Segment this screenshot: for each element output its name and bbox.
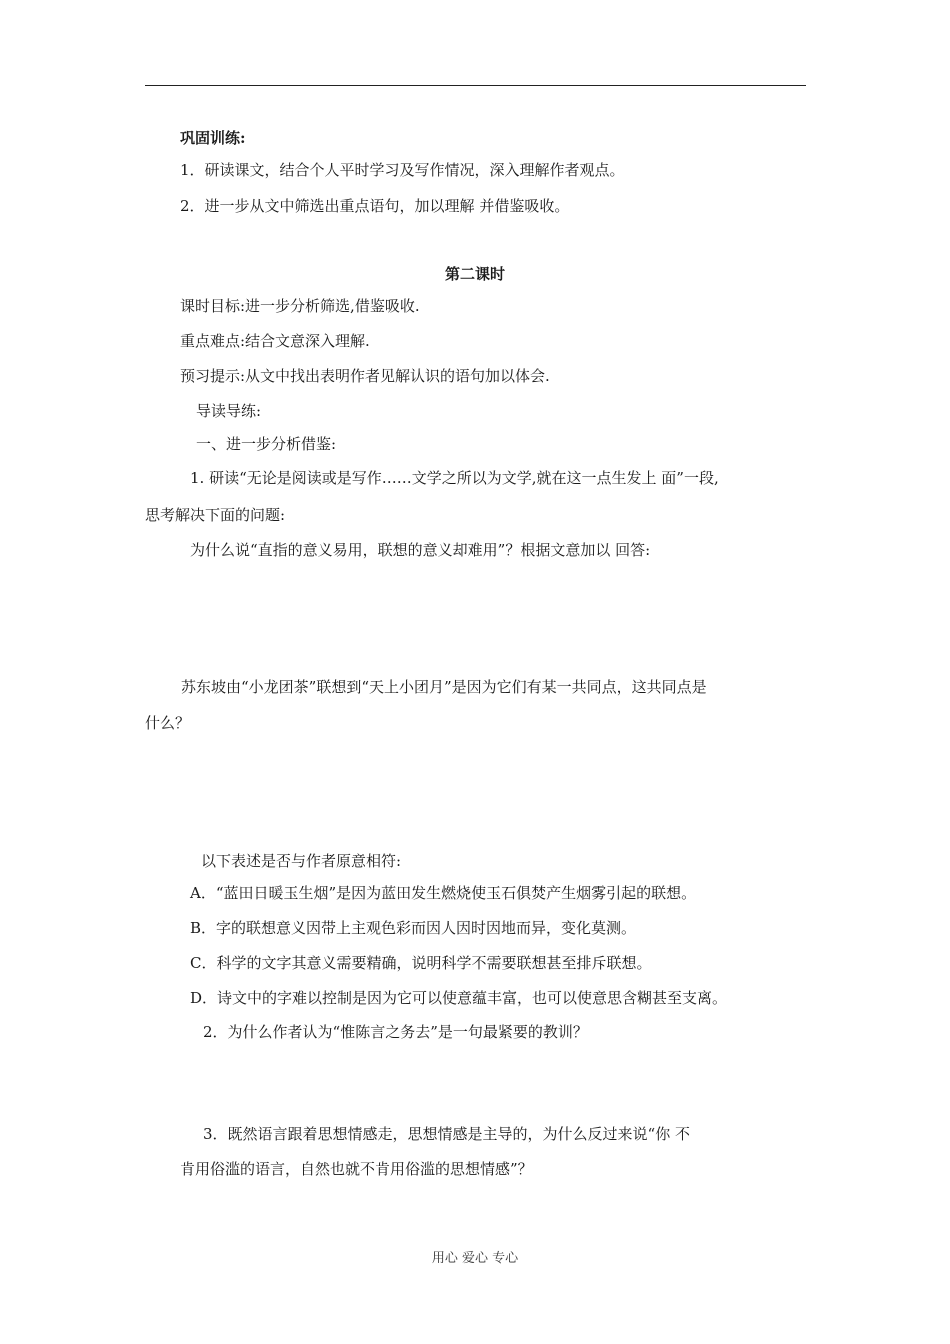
consolidation-item-1: 1．研读课文，结合个人平时学习及写作情况，深入理解作者观点。 xyxy=(180,161,625,179)
option-d: D．诗文中的字难以控制是因为它可以使意蕴丰富，也可以使意思含糊甚至支离。 xyxy=(190,989,728,1007)
lesson-preview: 预习提示:从文中找出表明作者见解认识的语句加以体会. xyxy=(180,367,550,385)
question-1-sub-3: 以下表述是否与作者原意相符: xyxy=(201,852,402,870)
question-3-line-2: 肯用俗滥的语言，自然也就不肯用俗滥的思想情感”？ xyxy=(180,1160,533,1178)
section-1-heading: 一、进一步分析借鉴: xyxy=(196,435,337,453)
option-b: B．字的联想意义因带上主观色彩而因人因时因地而异，变化莫测。 xyxy=(190,919,637,937)
option-a: A．“蓝田日暖玉生烟”是因为蓝田发生燃烧使玉石俱焚产生烟雾引起的联想。 xyxy=(190,884,697,902)
lesson-key-points: 重点难点:结合文意深入理解. xyxy=(180,332,370,350)
guide-heading: 导读导练: xyxy=(196,402,262,420)
consolidation-heading: 巩固训练: xyxy=(180,129,246,147)
page-footer: 用心 爱心 专心 xyxy=(431,1251,519,1266)
question-1-line-2: 思考解决下面的问题: xyxy=(145,506,286,524)
question-2: 2．为什么作者认为“惟陈言之务去”是一句最紧要的教训？ xyxy=(203,1023,588,1041)
question-1-sub-1: 为什么说“直指的意义易用，联想的意义却难用”？根据文意加以 回答: xyxy=(190,541,651,559)
lesson-goal: 课时目标:进一步分析筛选,借鉴吸收. xyxy=(180,297,420,315)
question-1-sub-2-line-1: 苏东坡由“小龙团茶”联想到“天上小团月”是因为它们有某一共同点，这共同点是 xyxy=(181,678,707,696)
lesson-title: 第二课时 xyxy=(444,265,505,283)
question-1-line-1: 1. 研读“无论是阅读或是写作……文学之所以为文学,就在这一点生发上 面”一段, xyxy=(190,469,719,487)
consolidation-item-2: 2．进一步从文中筛选出重点语句，加以理解 并借鉴吸收。 xyxy=(180,197,570,215)
header-rule xyxy=(145,85,806,86)
question-3-line-1: 3．既然语言跟着思想情感走，思想情感是主导的，为什么反过来说“你 不 xyxy=(203,1125,690,1143)
question-1-sub-2-line-2: 什么？ xyxy=(145,714,191,732)
option-c: C．科学的文字其意义需要精确，说明科学不需要联想甚至排斥联想。 xyxy=(190,954,652,972)
